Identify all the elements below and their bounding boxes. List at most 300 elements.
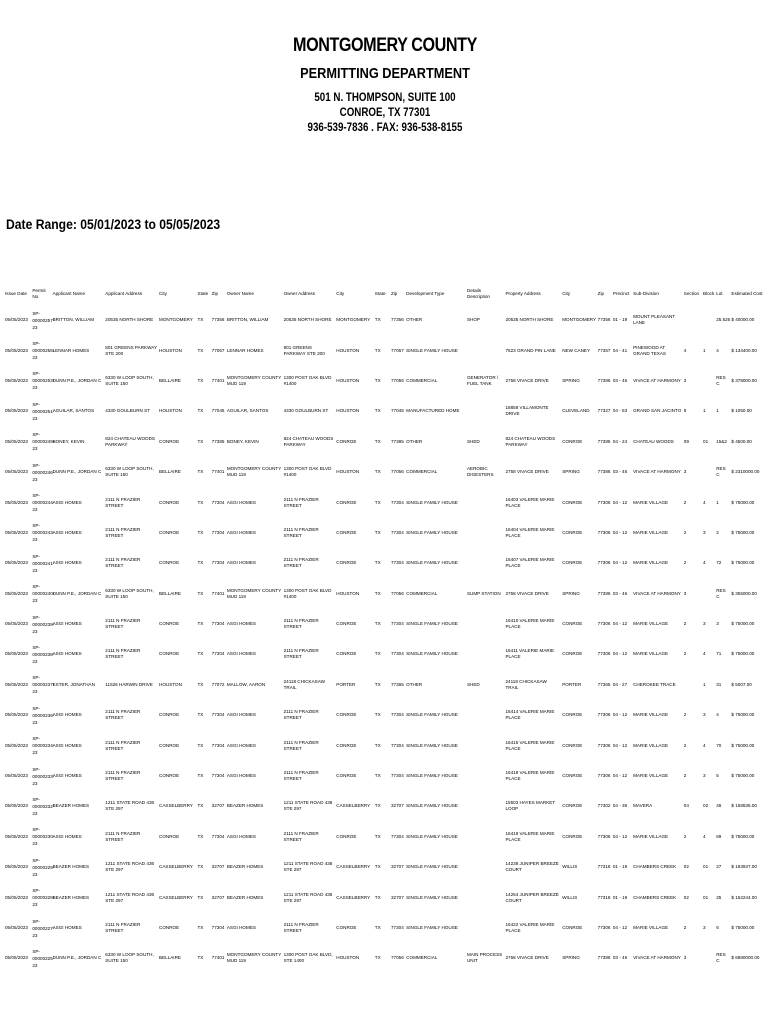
cell-own-zip: 32707: [390, 803, 404, 809]
cell-own-city: HOUSTON: [336, 590, 360, 596]
cell-lot: 15&2: [716, 438, 727, 444]
cell-details: [466, 882, 505, 912]
cell-details: AEROBIC DIGESTERS: [466, 466, 494, 478]
cell-own-state: TX: [374, 317, 381, 323]
cell-lot: 70: [716, 742, 722, 748]
cell-own-city: HOUSTON: [336, 469, 360, 475]
cell-details: [466, 396, 505, 426]
cell-own-state: TX: [374, 408, 381, 414]
table-row: [4, 335, 766, 365]
cell-own-state: TX: [374, 560, 381, 566]
cell-permit: SP-00000227-23: [32, 918, 55, 938]
cell-own-zip: 77304: [390, 499, 404, 505]
cell-details: [466, 730, 505, 760]
cell-app-city: CONROE: [159, 833, 180, 839]
cell-subdiv: CHAMBERS CREEK: [633, 894, 677, 900]
cell-prop-zip: 77385: [597, 438, 611, 444]
cell-app-state: TX: [197, 590, 204, 596]
cell-date: 05/05/2023: [5, 529, 28, 535]
cell-own-zip: 77304: [390, 833, 404, 839]
cell-details: SHOP: [466, 317, 480, 323]
cell-app-zip: 32707: [211, 803, 225, 809]
cell-applicant: ASGI HOMES: [52, 529, 82, 535]
cell-permit: SP-00000234-23: [32, 736, 55, 756]
table-row: [4, 305, 766, 335]
cell-owner: MALLOW, AARON: [226, 681, 266, 687]
cell-prop-zip: 77356: [597, 317, 611, 323]
table-row: [4, 730, 766, 760]
cell-app-zip: 77304: [211, 925, 225, 930]
cell-prop-zip: 77386: [597, 955, 611, 961]
cell-precinct: 03 - 46: [612, 955, 628, 961]
cell-subdiv: MARIE VILLAGE: [633, 499, 669, 505]
cell-date: 05/05/2023: [5, 317, 28, 323]
cell-subdiv: VIVACE AT HARMONY: [633, 955, 681, 961]
cell-app-addr: 2111 N FRAZIER STREET: [105, 739, 141, 751]
cell-prop-zip: 77306: [597, 651, 611, 657]
phone-fax: 936-539-7836 . FAX: 936-538-8155: [307, 122, 463, 134]
column-header: Zip: [211, 291, 219, 296]
cell-details: [466, 700, 505, 730]
cell-app-addr: 2111 N FRAZIER STREET: [105, 526, 141, 538]
cell-lot: 5: [716, 773, 719, 779]
cell-dev: COMMERCIAL: [406, 469, 438, 475]
cell-block: 4: [703, 560, 706, 566]
cell-precinct: 01 - 19: [612, 894, 628, 900]
cell-app-zip: 77401: [211, 955, 225, 961]
cell-app-city: HOUSTON: [159, 347, 182, 353]
cell-app-state: TX: [197, 742, 204, 748]
cell-app-state: TX: [197, 681, 204, 687]
cell-app-state: TX: [197, 864, 204, 870]
cell-details: [466, 609, 505, 639]
cell-applicant: BEAZER HOMES: [52, 894, 90, 900]
cell-dev: COMMERCIAL: [406, 590, 438, 596]
cell-section: 2: [683, 833, 687, 839]
cell-own-state: TX: [374, 499, 381, 505]
cell-app-zip: 77304: [211, 712, 225, 718]
cell-owner: AGUILAR, SANTOS: [226, 408, 269, 414]
cell-details: SUMP STATION: [466, 590, 501, 596]
cell-app-zip: 32707: [211, 894, 225, 900]
cell-own-zip: 77304: [390, 651, 404, 657]
cell-own-state: TX: [374, 894, 381, 900]
cell-section: 3: [683, 377, 687, 383]
cell-precinct: 03 - 46: [612, 469, 628, 475]
cell-subdiv: MARIE VILLAGE: [633, 529, 669, 535]
cell-app-addr: 6330 W LOOP SOUTH, SUITE 150: [105, 952, 154, 964]
cell-owner: BEAZER HOMES: [226, 894, 264, 900]
cell-precinct: 04 - 12: [612, 712, 628, 718]
cell-own-zip: 77365: [390, 681, 404, 687]
cell-own-state: TX: [374, 925, 381, 930]
county-title: MONTGOMERY COUNTY: [293, 35, 477, 56]
cell-lot: RES C: [716, 374, 726, 386]
cell-owner: MONTGOMERY COUNTY MUD 119: [226, 374, 282, 386]
cell-prop: 16419 VALERIE MARIE PLACE: [505, 830, 555, 842]
cell-block: [702, 457, 715, 487]
cell-own-state: TX: [374, 833, 381, 839]
cell-app-addr: 20535 NORTH SHORE: [105, 317, 154, 323]
cell-app-state: TX: [197, 651, 204, 657]
cell-precinct: 04 - 12: [612, 773, 628, 779]
cell-prop: 16414 VALERIE MARIE PLACE: [505, 709, 555, 721]
cell-block: 02: [703, 803, 709, 809]
cell-dev: COMMERCIAL: [406, 955, 438, 961]
cell-section: 02: [683, 894, 689, 900]
cell-app-state: TX: [197, 347, 204, 353]
cell-permit: SP-00000233-23: [32, 766, 55, 786]
cell-app-addr: 4330 GOULBURN ST: [105, 408, 150, 414]
cell-subdiv: MARIE VILLAGE: [633, 621, 669, 627]
table-row: [4, 457, 766, 487]
cell-permit: SP-00000251-23: [32, 401, 55, 421]
cell-prop-zip: 77386: [597, 377, 611, 383]
cell-date: 05/05/2023: [5, 864, 28, 870]
cell-prop-city: SPRING: [562, 590, 580, 596]
cell-section: [683, 305, 702, 335]
cell-own-addr: 2111 N FRAZIER STREET: [283, 526, 319, 538]
cell-applicant: LENNAR HOMES: [52, 347, 90, 353]
cell-prop: 16404 VALERIE MARIE PLACE: [505, 526, 555, 538]
cell-own-city: CONROE: [336, 925, 357, 930]
table-row: [4, 396, 766, 426]
cell-app-city: CONROE: [159, 560, 180, 566]
cell-app-city: CONROE: [159, 742, 180, 748]
cell-own-zip: 77304: [390, 742, 404, 748]
cell-prop-city: MONTGOMERY: [562, 317, 597, 323]
cell-own-zip: 77056: [390, 377, 404, 383]
cell-app-zip: 77304: [211, 833, 225, 839]
cell-permit: SP-00000229-23: [32, 857, 55, 877]
cell-date: 05/05/2023: [5, 651, 28, 657]
cell-section: 2: [683, 742, 687, 748]
cell-app-city: CASSELBERRY: [159, 864, 193, 870]
cell-own-state: TX: [374, 742, 381, 748]
cell-permit: SP-00000225-23: [32, 948, 55, 968]
cell-owner: ASGI HOMES: [226, 833, 256, 839]
table-row: [4, 366, 766, 396]
table-row: [4, 548, 766, 578]
cell-applicant: ASGI HOMES: [52, 925, 82, 930]
table-row: [4, 761, 766, 791]
cell-subdiv: MOUNT PLEASANT LANE: [633, 314, 676, 326]
cell-applicant: ASGI HOMES: [52, 560, 82, 566]
cell-app-state: TX: [197, 621, 204, 627]
cell-app-city: CONROE: [159, 438, 180, 444]
cell-app-state: TX: [197, 499, 204, 505]
cell-precinct: 04 - 12: [612, 651, 628, 657]
cell-details: [466, 852, 505, 882]
column-header: Precinct: [612, 291, 630, 296]
cell-date: 05/05/2023: [5, 894, 28, 900]
cell-lot: 1: [716, 499, 719, 505]
cell-prop-zip: 77357: [597, 347, 611, 353]
cell-details: [466, 913, 505, 943]
cell-app-city: HOUSTON: [159, 408, 182, 414]
cell-app-zip: 77304: [211, 621, 225, 627]
cell-app-state: TX: [197, 469, 204, 475]
cell-own-zip: 77356: [390, 317, 404, 323]
column-header: Owner Address: [283, 291, 315, 296]
cell-cost: $ 355000.00: [731, 590, 757, 596]
cell-precinct: 04 - 12: [612, 742, 628, 748]
cell-own-state: TX: [374, 955, 381, 961]
cell-prop-city: CONROE: [562, 621, 583, 627]
cell-owner: BONEY, KEVIN: [226, 438, 259, 444]
table-row: [4, 427, 766, 457]
cell-prop-zip: 77306: [597, 833, 611, 839]
cell-own-state: TX: [374, 590, 381, 596]
cell-lot: 3: [716, 621, 719, 627]
cell-cost: $ 75000.00: [731, 499, 755, 505]
cell-block: [702, 305, 715, 335]
cell-applicant: ESTER, JONATHAN: [52, 681, 95, 687]
cell-own-addr: 2111 N FRAZIER STREET: [283, 770, 319, 782]
cell-own-city: CONROE: [336, 742, 357, 748]
cell-section: 2: [683, 499, 687, 505]
cell-applicant: ASGI HOMES: [52, 499, 82, 505]
cell-section: [683, 670, 702, 700]
cell-details: [466, 518, 505, 548]
cell-lot: 31: [716, 681, 722, 687]
cell-date: 05/05/2023: [5, 590, 28, 596]
cell-section: 2: [683, 560, 687, 566]
cell-own-zip: 77304: [390, 529, 404, 535]
cell-lot: 71: [716, 651, 722, 657]
cell-section: 04: [683, 803, 689, 809]
cell-dev: SINGLE FAMILY HOUSE: [406, 560, 458, 566]
cell-own-city: CONROE: [336, 773, 357, 779]
cell-app-zip: 77401: [211, 590, 225, 596]
cell-permit: SP-00000239-23: [32, 614, 55, 634]
cell-subdiv: MARIE VILLAGE: [633, 773, 669, 779]
cell-permit: SP-00000249-23: [32, 432, 55, 452]
cell-app-zip: 77304: [211, 651, 225, 657]
address-line-2: CONROE, TX 77301: [339, 107, 431, 119]
cell-section: 02: [683, 864, 689, 870]
cell-block: 4: [703, 742, 706, 748]
cell-prop: 16411 VALERIE MARIE PLACE: [505, 648, 555, 660]
cell-own-zip: 77385: [390, 438, 404, 444]
cell-permit: SP-00000238-23: [32, 644, 55, 664]
cell-permit: SP-00000236-23: [32, 705, 55, 725]
table-row: [4, 943, 766, 973]
cell-prop-city: CONROE: [562, 529, 583, 535]
column-header: Property Address: [505, 291, 541, 296]
cell-own-city: CASSELBERRY: [336, 894, 371, 900]
cell-prop-zip: 77306: [597, 560, 611, 566]
cell-precinct: 04 - 53: [612, 408, 628, 414]
cell-prop-zip: 77302: [597, 803, 611, 809]
cell-own-city: CONROE: [336, 651, 357, 657]
cell-applicant: ASGI HOMES: [52, 742, 82, 748]
cell-prop-city: CONROE: [562, 651, 583, 657]
cell-date: 05/05/2023: [5, 621, 28, 627]
table-row: [4, 518, 766, 548]
cell-dev: SINGLE FAMILY HOUSE: [406, 742, 458, 748]
cell-own-city: CASSELBERRY: [336, 864, 371, 870]
cell-precinct: 04 - 41: [612, 347, 628, 353]
cell-app-state: TX: [197, 803, 204, 809]
cell-own-addr: 20535 NORTH SHORE: [283, 317, 332, 323]
cell-subdiv: MARIE VILLAGE: [633, 560, 669, 566]
cell-owner: MONTGOMERY COUNTY MUD 119: [226, 587, 282, 599]
table-row: [4, 487, 766, 517]
cell-prop-zip: 77306: [597, 742, 611, 748]
cell-cost: $ 193937.00: [731, 864, 757, 870]
cell-section: 2: [683, 529, 687, 535]
cell-block: [702, 579, 715, 609]
table-row: [4, 852, 766, 882]
cell-app-zip: 77356: [211, 317, 225, 323]
cell-own-city: CONROE: [336, 438, 357, 444]
table-row: [4, 639, 766, 669]
column-header: Applicant Address: [105, 291, 143, 296]
cell-section: 3: [683, 590, 687, 596]
cell-lot: 46: [716, 803, 722, 809]
cell-permit: SP-00000230-23: [32, 827, 55, 847]
cell-details: SHED: [466, 438, 480, 444]
cell-app-zip: 32707: [211, 864, 225, 870]
cell-app-city: CONROE: [159, 773, 180, 779]
cell-app-city: BELLAIRE: [159, 590, 181, 596]
table-row: [4, 822, 766, 852]
cell-app-zip: 77067: [211, 347, 225, 353]
cell-details: [466, 822, 505, 852]
cell-block: 1: [703, 347, 706, 353]
cell-cost: $ 6880000.00: [731, 955, 760, 961]
cell-own-zip: 77045: [390, 408, 404, 414]
cell-own-addr: 24118 CHICKASAW TRAIL: [283, 678, 325, 690]
cell-applicant: DUNN P.E., JORDAN C: [52, 955, 102, 961]
cell-owner: ASGI HOMES: [226, 560, 256, 566]
cell-cost: $ 1050.00: [731, 408, 752, 414]
cell-block: 01: [703, 894, 709, 900]
cell-prop-zip: 77386: [597, 590, 611, 596]
cell-details: [466, 487, 505, 517]
column-header: Zip: [597, 291, 605, 296]
cell-own-city: MONTGOMERY: [336, 317, 371, 323]
cell-section: 2: [683, 621, 687, 627]
cell-cost: $ 75000.00: [731, 925, 755, 930]
cell-cost: $ 40000.00: [731, 317, 755, 323]
column-header: City: [159, 291, 167, 296]
table-row: [4, 670, 766, 700]
cell-own-zip: 77056: [390, 955, 404, 961]
cell-block: 4: [703, 499, 706, 505]
cell-owner: ASGI HOMES: [226, 773, 256, 779]
cell-applicant: ASGI HOMES: [52, 712, 82, 718]
cell-owner: BEAZER HOMES: [226, 803, 264, 809]
cell-own-city: CASSELBERRY: [336, 803, 371, 809]
cell-cost: $ 134400.00: [731, 347, 757, 353]
cell-own-addr: 2111 N FRAZIER STREET: [283, 922, 319, 933]
cell-own-addr: 2111 N FRAZIER STREET: [283, 648, 319, 660]
cell-app-addr: 2111 N FRAZIER STREET: [105, 618, 141, 630]
cell-own-zip: 32707: [390, 864, 404, 870]
cell-date: 05/05/2023: [5, 712, 28, 718]
cell-own-city: CONROE: [336, 560, 357, 566]
cell-precinct: 04 - 27: [612, 681, 628, 687]
cell-prop: 18858 VILLAMONTE DRIVE: [505, 405, 549, 417]
cell-own-city: PORTER: [336, 681, 356, 687]
column-header: State: [197, 291, 209, 296]
cell-prop-zip: 77365: [597, 681, 611, 687]
cell-app-zip: 77072: [211, 681, 225, 687]
cell-own-city: HOUSTON: [336, 408, 360, 414]
cell-date: 05/05/2023: [5, 955, 28, 961]
cell-precinct: 03 - 46: [612, 590, 628, 596]
cell-date: 05/05/2023: [5, 377, 28, 383]
cell-block: 4: [703, 651, 706, 657]
table-row: [4, 791, 766, 821]
cell-details: [466, 548, 505, 578]
cell-precinct: 01 - 19: [612, 317, 628, 323]
cell-subdiv: VIVACE AT HARMONY: [633, 469, 681, 475]
cell-lot: 72: [716, 560, 722, 566]
cell-app-addr: 2111 N FRAZIER STREET: [105, 496, 141, 508]
cell-block: 1: [703, 681, 706, 687]
cell-prop: 2758 VIVACE DRIVE: [505, 377, 549, 383]
cell-permit: SP-00000228-23: [32, 888, 55, 908]
cell-lot: 25.626: [716, 317, 731, 323]
cell-app-addr: 2111 N FRAZIER STREET: [105, 709, 141, 721]
cell-owner: ASGI HOMES: [226, 742, 256, 748]
cell-dev: SINGLE FAMILY HOUSE: [406, 864, 458, 870]
cell-own-addr: 1300 POST OAK BLVD #1400: [283, 587, 332, 599]
cell-app-state: TX: [197, 925, 204, 930]
cell-owner: BEAZER HOMES: [226, 864, 264, 870]
cell-lot: RES C: [716, 587, 726, 599]
cell-subdiv: MARIE VILLAGE: [633, 833, 669, 839]
cell-prop: 14238 JUNIPER BREEZE COURT: [505, 861, 559, 873]
cell-applicant: DUNN P.E., JORDAN C: [52, 469, 102, 475]
cell-prop-zip: 77306: [597, 529, 611, 535]
cell-block: 3: [703, 925, 706, 930]
cell-app-addr: 1211 STATE ROAD 436 STE 297: [105, 891, 155, 903]
cell-date: 05/05/2023: [5, 438, 28, 444]
cell-precinct: 03 - 46: [612, 377, 628, 383]
table-row: [4, 579, 766, 609]
cell-app-city: CONROE: [159, 529, 180, 535]
cell-cost: $ 75000.00: [731, 773, 755, 779]
column-header: City: [562, 291, 571, 296]
cell-prop-city: WILLIS: [562, 894, 578, 900]
cell-dev: OTHER: [406, 681, 423, 687]
cell-subdiv: CHEROKEE TRACE: [633, 681, 676, 687]
cell-permit: SP-00000232-23: [32, 796, 55, 816]
cell-prop: 24118 CHICKASAW TRAIL: [505, 678, 547, 690]
cell-date: 05/05/2023: [5, 408, 28, 414]
cell-app-city: CONROE: [159, 712, 180, 718]
cell-own-addr: 1300 POST OAK BLVD #1400: [283, 374, 332, 386]
cell-app-state: TX: [197, 317, 204, 323]
cell-precinct: 04 - 12: [612, 621, 628, 627]
cell-dev: SINGLE FAMILY HOUSE: [406, 803, 458, 809]
cell-app-addr: 824 CHATEAU WOODS PARKWAY: [105, 435, 155, 447]
cell-own-state: TX: [374, 469, 381, 475]
cell-app-zip: 77385: [211, 438, 225, 444]
cell-cost: $ 378000.00: [731, 377, 757, 383]
cell-block: [702, 366, 715, 396]
cell-dev: SINGLE FAMILY HOUSE: [406, 925, 458, 930]
cell-own-zip: 77056: [390, 469, 404, 475]
column-header: Applicant Name: [52, 291, 86, 296]
cell-subdiv: MARIE VILLAGE: [633, 925, 669, 930]
cell-prop: 14254 JUNIPER BREEZE COURT: [505, 891, 559, 903]
cell-precinct: 04 - 12: [612, 833, 628, 839]
